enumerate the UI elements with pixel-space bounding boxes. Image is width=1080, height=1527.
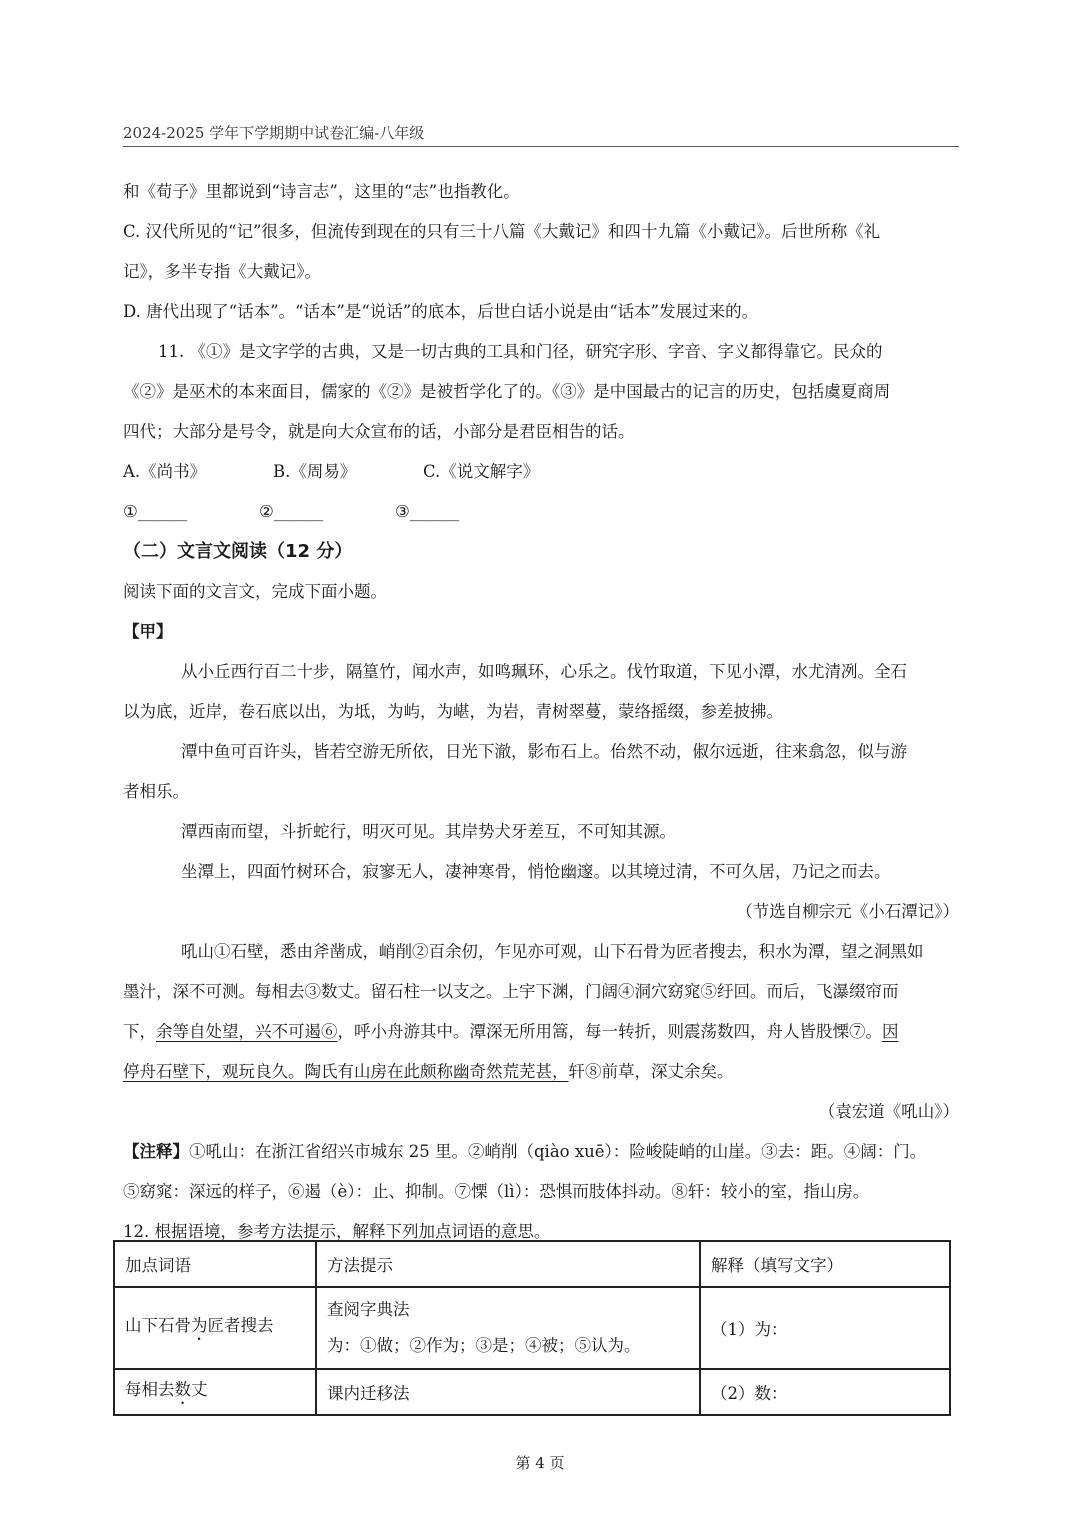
passage-line: 从小丘西行百二十步，隔篁竹，闻水声，如鸣珮环，心乐之。伐竹取道，下见小潭，水尤清冽。全石	[181, 662, 907, 681]
passage-line: 吼山①石壁，悉由斧凿成，峭削②百余仞，乍见亦可观，山下石骨为匠者搜去，积水为潭，望之洞黑如	[181, 942, 924, 961]
section-title: （二）文言文阅读（12 分）	[123, 541, 353, 562]
q11-options	[123, 452, 959, 492]
passage-line: 墨汁，深不可测。每相去③数丈。留石柱一以支之。上宇下渊，门阔④洞穴窈窕⑤纡回。而后，飞瀑缀帘而	[123, 982, 899, 1001]
passage-label-jia: 【甲】	[123, 622, 173, 641]
underlined-sentence: 因	[882, 1022, 899, 1041]
text-line: 和《荀子》里都说到“诗言志”，这里的“志”也指教化。	[123, 182, 520, 201]
passage-line: 潭西南而望，斗折蛇行，明灭可见。其岸势犬牙差互，不可知其源。	[181, 822, 676, 841]
notes-line: ⑤窈窕：深远的样子，⑥遏（è）：止、抑制。⑦慄（lì）：恐惧而肢体抖动。⑧轩：较小的室，指山房。	[123, 1182, 870, 1201]
option-b: B.《周易》	[273, 462, 357, 481]
option-a: A.《尚书》	[123, 462, 207, 481]
option-c-text: C. 汉代所见的“记”很多，但流传到现在的只有三十八篇《大戴记》和四十九篇《小戴记》。后世所称《礼	[123, 222, 881, 241]
answer-blank-1[interactable]: ①______	[123, 502, 188, 521]
text-line: 《②》是巫术的本来面目，儒家的《②》是被哲学化了的。《③》是中国最古的记言的历史，包括虞夏商周	[123, 382, 891, 401]
table-cell: 山下石骨为匠者搜去	[114, 1287, 316, 1369]
notes-line: 【注释】①吼山：在浙江省绍兴市城东 25 里。②峭削（qiào xuē）：险峻陡峭的山崖。③去：距。④阔：门。	[123, 1142, 927, 1161]
passage-line: 潭中鱼可百许头，皆若空游无所依，日光下澈，影布石上。佁然不动，俶尔远逝，往来翕忽，似与游	[181, 742, 907, 761]
passage-line: 停舟石壁下，观玩良久。陶氏有山房在此颇称幽奇然荒芜甚，轩⑧前草，深丈余矣。	[123, 1062, 734, 1081]
source-citation: （节选自柳宗元《小石潭记》）	[736, 902, 959, 921]
question-12-table	[113, 1240, 951, 1416]
instruction: 阅读下面的文言文，完成下面小题。	[123, 582, 387, 601]
table-row	[114, 1287, 950, 1369]
text-line: 记》，多半专指《大戴记》。	[123, 262, 321, 281]
q11-blanks	[123, 492, 959, 532]
answer-cell-1[interactable]: （1）为：	[700, 1287, 950, 1369]
page-content	[123, 172, 959, 1252]
table-header-cell: 解释（填写文字）	[700, 1241, 950, 1287]
table-cell: 每相去数丈	[114, 1369, 316, 1415]
table-cell: 课内迁移法	[316, 1369, 700, 1415]
answer-cell-2[interactable]: （2）数：	[700, 1369, 950, 1415]
page-header: 2024-2025 学年下学期期中试卷汇编-八年级	[123, 122, 959, 147]
option-c: C.《说文解字》	[423, 462, 540, 481]
question-11: 11. 《①》是文字学的古典，又是一切古典的工具和门径，研究字形、字音、字义都得靠它。民众的	[158, 342, 883, 361]
text-line: 四代；大部分是号令，就是向大众宣布的话，小部分是君臣相告的话。	[123, 422, 635, 441]
table-header-row	[114, 1241, 950, 1287]
table-header-cell: 加点词语	[114, 1241, 316, 1287]
source-citation: （袁宏道《吼山》）	[818, 1102, 959, 1121]
passage-line: 者相乐。	[123, 782, 189, 801]
option-d-text: D. 唐代出现了“话本”。“话本”是“说话”的底本，后世白话小说是由“话本”发展过来的。	[123, 302, 759, 321]
answer-blank-3[interactable]: ③______	[395, 502, 460, 521]
question-12: 12. 根据语境，参考方法提示，解释下列加点词语的意思。	[123, 1222, 551, 1241]
passage-line: 坐潭上，四面竹树环合，寂寥无人，凄神寒骨，悄怆幽邃。以其境过清，不可久居，乃记之而去。	[181, 862, 891, 881]
table-header-cell: 方法提示	[316, 1241, 700, 1287]
underlined-sentence: 停舟石壁下，观玩良久。陶氏有山房在此颇称幽奇然荒芜甚，	[123, 1062, 569, 1081]
page-number: 第 4 页	[515, 1454, 565, 1472]
table-row	[114, 1369, 950, 1415]
passage-line: 下，余等自处望，兴不可遏⑥，呼小舟游其中。潭深无所用篙，每一转折，则震荡数四，舟人皆股慄⑦。因	[123, 1022, 899, 1041]
answer-blank-2[interactable]: ②______	[259, 502, 324, 521]
passage-line: 以为底，近岸，卷石底以出，为坻，为屿，为嵁，为岩，青树翠蔓，蒙络摇缀，参差披拂。	[123, 702, 783, 721]
underlined-sentence: 余等自处望，兴不可遏⑥	[156, 1022, 338, 1041]
table-cell: 查阅字典法 为：①做；②作为；③是；④被；⑤认为。	[316, 1287, 700, 1369]
